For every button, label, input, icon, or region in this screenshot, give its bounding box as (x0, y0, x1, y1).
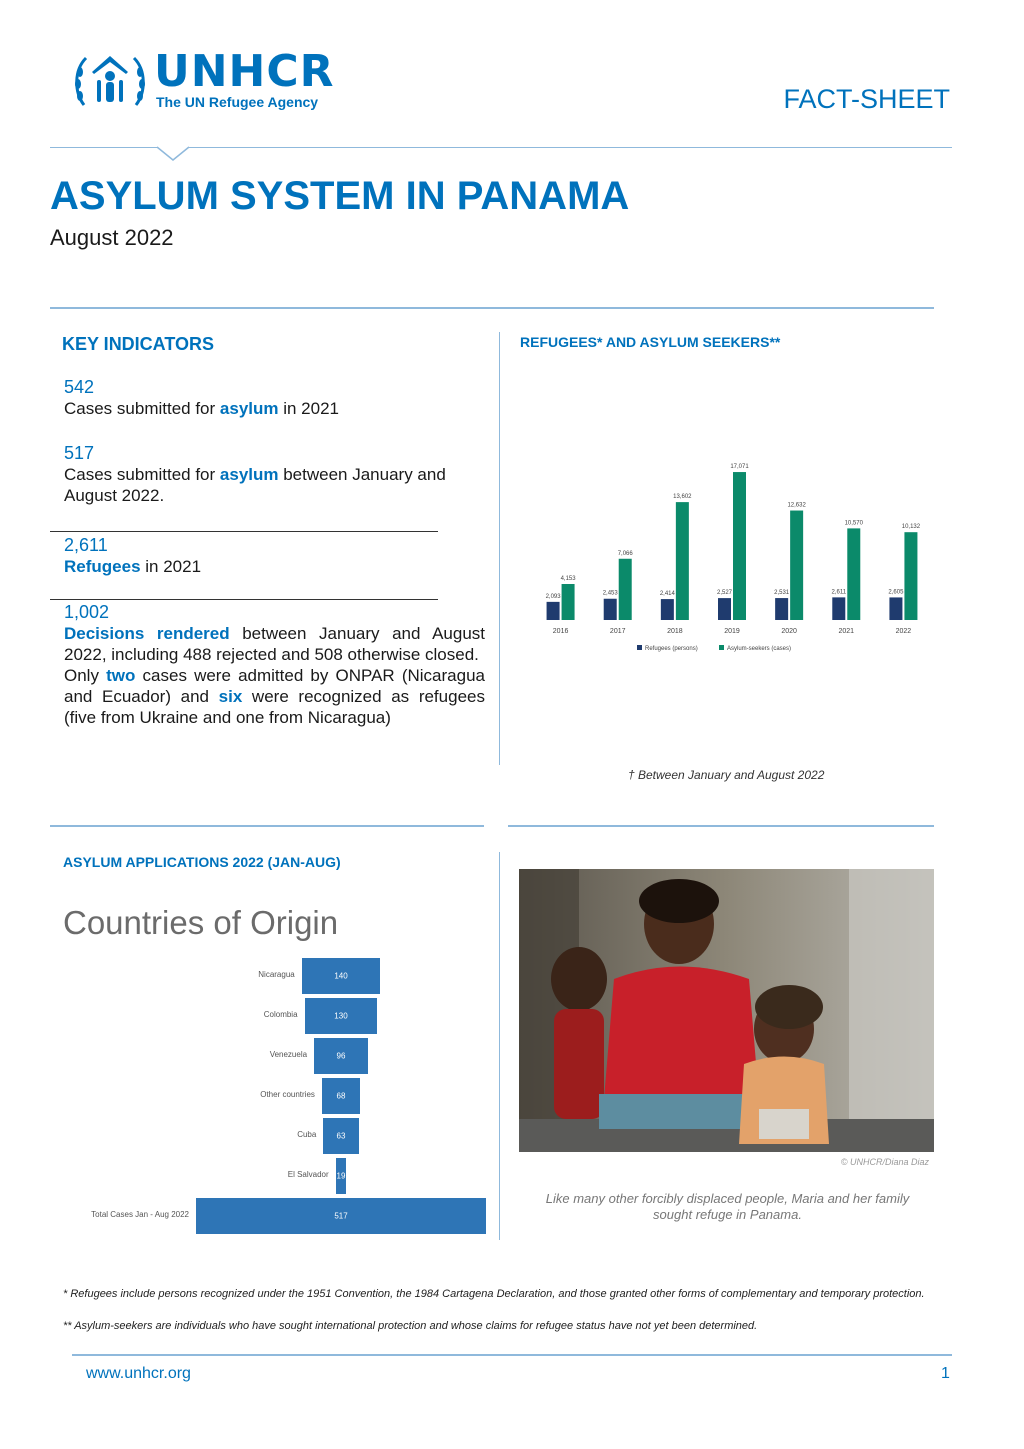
country-bar-cuba (322, 1117, 359, 1155)
country-label: Colombia (263, 1010, 298, 1019)
country-bar-colombia (304, 997, 379, 1035)
x-tick-label: 2016 (552, 628, 569, 635)
unhcr-logo (70, 48, 360, 118)
x-tick-label: 2022 (895, 628, 912, 635)
bar-value-label: 2,527 (716, 590, 733, 597)
page-title: ASYLUM SYSTEM IN PANAMA (50, 174, 630, 218)
country-label: Other countries (260, 1090, 315, 1099)
family-photo (519, 869, 934, 1152)
indicator-value: 542 (64, 377, 95, 397)
bar-value-label: 2,531 (774, 590, 790, 597)
indicator-text: Refugees in 2021 (64, 557, 202, 576)
indicator-refugees-2021 (64, 535, 484, 577)
unhcr-emblem-icon (70, 50, 150, 112)
section-divider-mid-right (508, 825, 934, 827)
countries-origin-chart (50, 955, 490, 1240)
bar-value-label: 10,570 (844, 520, 863, 527)
bar-asylum-seekers-2021 (847, 528, 860, 620)
column-divider-top (499, 332, 500, 765)
legend-swatch (719, 645, 724, 650)
country-bar-value: 96 (336, 1051, 346, 1061)
bar-refugees-2017 (604, 599, 617, 620)
x-tick-label: 2019 (724, 628, 740, 635)
doc-type-label: FACT-SHEET (783, 84, 950, 114)
indicator-text: Cases submitted for asylum in 2021 (64, 399, 339, 418)
countries-origin-title: Countries of Origin (63, 904, 339, 941)
logo-wordmark: UNHCR (154, 46, 335, 97)
bar-refugees-2021 (832, 597, 845, 620)
bar-refugees-2018 (661, 599, 674, 620)
country-bar-other-countries (321, 1077, 361, 1115)
country-bar-value: 130 (334, 1011, 348, 1021)
bar-value-label: 10,132 (901, 524, 921, 531)
asylum-applications-heading: ASYLUM APPLICATIONS 2022 (JAN-AUG) (63, 854, 341, 870)
bar-value-label: 17,071 (730, 464, 749, 471)
header-chevron-icon (156, 146, 190, 162)
section-divider-top (50, 307, 934, 309)
country-bar-venezuela (313, 1037, 369, 1075)
bar-value-label: 2,453 (602, 590, 618, 597)
indicator-value: 2,611 (64, 535, 108, 555)
bar-asylum-seekers-2019 (733, 472, 746, 620)
footnote-refugees: * Refugees include persons recognized under the 1951 Convention, the 1984 Cartagena Declaration, and those granted other forms of complementary and temporary protection. (63, 1288, 925, 1300)
country-label: Cuba (297, 1130, 317, 1139)
column-divider-bottom (499, 852, 500, 1240)
bar-asylum-seekers-2016 (562, 584, 575, 620)
legend-swatch (637, 645, 642, 650)
page-date: August 2022 (50, 225, 174, 250)
refugees-chart-title: REFUGEES* AND ASYLUM SEEKERS** (520, 334, 781, 350)
bar-asylum-seekers-2020 (790, 511, 803, 620)
bar-asylum-seekers-2018 (676, 502, 689, 620)
indicator-text: Cases submitted for asylum between January and August 2022. (64, 465, 446, 505)
bar-value-label: 13,602 (673, 494, 692, 501)
indicator-text-extra: Only two cases were admitted by ONPAR (Nicaragua and Ecuador) and six were recognized as refugees (five from Ukraine and one from Nicaragua) (64, 666, 485, 727)
country-bar-value: 517 (334, 1211, 348, 1221)
country-label: Nicaragua (258, 970, 295, 979)
bar-asylum-seekers-2017 (619, 559, 632, 620)
footer-url-link[interactable]: www.unhcr.org (86, 1365, 191, 1382)
country-bar-nicaragua (301, 957, 382, 995)
indicator-divider (50, 531, 438, 532)
page-number: 1 (941, 1365, 950, 1382)
legend-label: Refugees (persons) (645, 646, 698, 652)
legend-label: Asylum-seekers (cases) (727, 646, 792, 652)
bar-value-label: 12,632 (787, 502, 806, 509)
bar-value-label: 2,605 (888, 589, 904, 596)
indicator-value: 1,002 (64, 602, 110, 622)
photo-caption: Like many other forcibly displaced people, Maria and her family sought refuge in Panama. (545, 1191, 910, 1222)
bar-value-label: 4,153 (560, 576, 576, 583)
bar-refugees-2022 (889, 597, 902, 620)
x-tick-label: 2021 (838, 628, 855, 635)
refugees-asylum-chart (512, 440, 932, 660)
footnote-asylum-seekers: ** Asylum-seekers are individuals who have sought international protection and whose claims for refugee status have not yet been determined. (63, 1320, 758, 1332)
bar-value-label: 2,414 (659, 591, 675, 598)
key-indicators-heading: KEY INDICATORS (62, 334, 215, 354)
country-bar-value: 19 (336, 1171, 346, 1181)
bar-value-label: 2,093 (545, 593, 561, 600)
indicator-divider (50, 599, 438, 600)
indicator-asylum-2021 (64, 377, 484, 419)
logo-subtitle: The UN Refugee Agency (156, 94, 319, 110)
x-tick-label: 2017 (609, 628, 626, 635)
country-bar-value: 63 (336, 1131, 346, 1141)
bar-refugees-2019 (718, 598, 731, 620)
country-label: El Salvador (287, 1170, 329, 1179)
country-label: Venezuela (269, 1050, 308, 1059)
country-bar-el-salvador (335, 1157, 348, 1195)
indicator-value: 517 (64, 443, 95, 463)
bar-asylum-seekers-2022 (904, 532, 917, 620)
indicator-asylum-2022 (64, 443, 484, 506)
x-tick-label: 2018 (667, 628, 683, 635)
country-label: Total Cases Jan - Aug 2022 (91, 1210, 189, 1219)
country-bar-value: 140 (334, 971, 348, 981)
country-bar-value: 68 (336, 1091, 346, 1101)
bar-value-label: 2,611 (831, 589, 847, 596)
chart-note: † Between January and August 2022 (628, 768, 825, 782)
section-divider-mid-left (50, 825, 484, 827)
footer-divider (72, 1354, 952, 1356)
indicator-decisions (64, 602, 485, 728)
x-tick-label: 2020 (781, 628, 797, 635)
photo-credit: © UNHCR/Diana Diaz (840, 1157, 929, 1167)
indicator-text: Decisions rendered between January and August 2022, including 488 rejected and 508 otherwise closed. (64, 624, 485, 664)
bar-value-label: 7,066 (617, 550, 633, 557)
bar-refugees-2020 (775, 598, 788, 620)
bar-refugees-2016 (547, 602, 560, 620)
country-bar-total-cases-jan-aug-2022 (195, 1197, 487, 1235)
